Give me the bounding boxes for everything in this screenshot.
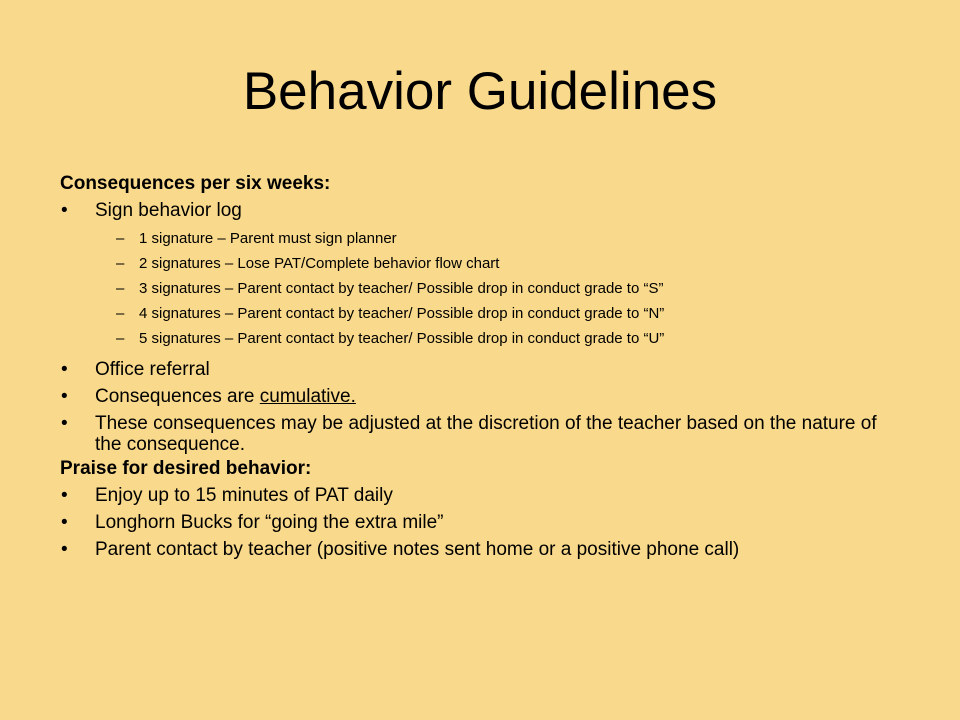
bullet-text: Parent contact by teacher (positive notes sent home or a positive phone call) [95, 539, 740, 560]
bullet-text: Enjoy up to 15 minutes of PAT daily [95, 485, 393, 506]
signature-item-1 [60, 229, 900, 249]
bullet-mark: • [61, 200, 68, 221]
bullet-mark: • [61, 413, 68, 434]
bullet-mark: • [61, 386, 68, 407]
slide-title: Behavior Guidelines [242, 62, 718, 121]
bullet-text: Sign behavior log [95, 200, 242, 221]
signature-list [60, 229, 900, 349]
praise-item-1 [60, 485, 900, 506]
signature-item-5 [60, 329, 900, 349]
bullet-mark: • [61, 512, 68, 533]
bullet-office-referral [60, 359, 900, 380]
praise-item-2 [60, 512, 900, 533]
signature-text: 1 signature – Parent must sign planner [139, 230, 397, 247]
dash-mark: – [116, 230, 125, 247]
consequences-heading: Consequences per six weeks: [60, 173, 331, 194]
signature-text: 5 signatures – Parent contact by teacher/ Possible drop in conduct grade to “U” [139, 330, 665, 347]
signature-item-2 [60, 254, 900, 274]
signature-item-4 [60, 304, 900, 324]
bullet-text: Longhorn Bucks for “going the extra mile” [95, 512, 444, 533]
cumulative-underlined: cumulative. [259, 386, 356, 407]
praise-heading: Praise for desired behavior: [60, 458, 312, 479]
slide-content [60, 172, 900, 566]
bullet-cumulative [60, 386, 900, 407]
bullet-sign-behavior-log [60, 200, 900, 221]
bullet-text: Office referral [95, 359, 210, 380]
bullet-text: These consequences may be adjusted at the discretion of the teacher based on the nature of the consequence. [95, 413, 877, 455]
signature-text: 3 signatures – Parent contact by teacher/ Possible drop in conduct grade to “S” [139, 280, 664, 297]
dash-mark: – [116, 330, 125, 347]
signature-item-3 [60, 279, 900, 299]
bullet-mark: • [61, 359, 68, 380]
bullet-mark: • [61, 485, 68, 506]
bullet-mark: • [61, 539, 68, 560]
dash-mark: – [116, 280, 125, 297]
signature-text: 2 signatures – Lose PAT/Complete behavior flow chart [139, 255, 500, 272]
praise-item-3 [60, 539, 900, 560]
bullet-text: Consequences are [95, 386, 260, 407]
dash-mark: – [116, 305, 125, 322]
signature-text: 4 signatures – Parent contact by teacher/ Possible drop in conduct grade to “N” [139, 305, 665, 322]
dash-mark: – [116, 255, 125, 272]
bullet-adjusted [60, 413, 900, 455]
